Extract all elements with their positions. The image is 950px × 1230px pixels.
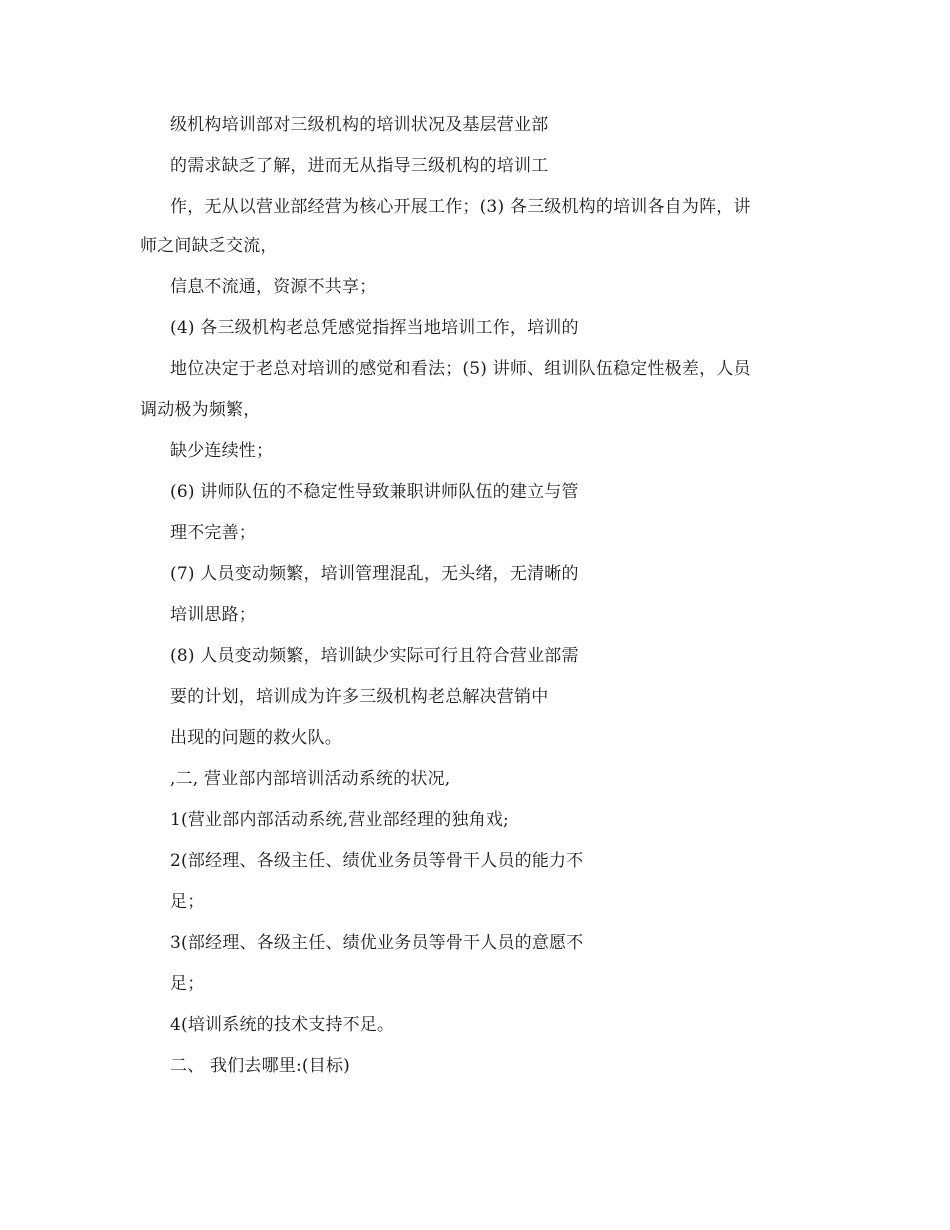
text-line: 3(部经理、各级主任、绩优业务员等骨干人员的意愿不 <box>170 933 584 953</box>
text-line: 培训思路； <box>170 605 256 625</box>
text-line: 作，无从以营业部经营为核心开展工作；(3) 各三级机构的培训各自为阵，讲 <box>170 197 751 217</box>
text-line: 1(营业部内部活动系统,营业部经理的独角戏; <box>170 810 509 830</box>
text-line: (7) 人员变动频繁，培训管理混乱，无头绪，无清晰的 <box>170 564 579 584</box>
text-line: 调动极为频繁， <box>140 400 261 420</box>
text-line: 地位决定于老总对培训的感觉和看法；(5) 讲师、组训队伍稳定性极差，人员 <box>170 359 751 379</box>
text-line: 足； <box>170 974 205 994</box>
text-line: 的需求缺乏了解，进而无从指导三级机构的培训工 <box>170 156 549 176</box>
text-line: 缺少连续性； <box>170 441 274 461</box>
text-line: 师之间缺乏交流， <box>140 236 278 256</box>
text-line: (8) 人员变动频繁，培训缺少实际可行且符合营业部需 <box>170 646 579 666</box>
text-line: 4(培训系统的技术支持不足。 <box>170 1015 395 1035</box>
text-line: 足； <box>170 892 205 912</box>
text-line: 理不完善； <box>170 523 256 543</box>
text-line: 级机构培训部对三级机构的培训状况及基层营业部 <box>170 115 549 135</box>
section-heading: ,二, 营业部内部培训活动系统的状况, <box>170 769 451 789</box>
text-line: 信息不流通，资源不共享； <box>170 277 377 297</box>
section-heading: 二、 我们去哪里:(目标) <box>170 1056 350 1076</box>
text-line: (4) 各三级机构老总凭感觉指挥当地培训工作，培训的 <box>170 318 579 338</box>
text-line: 出现的问题的救火队。 <box>170 728 342 748</box>
text-line: (6) 讲师队伍的不稳定性导致兼职讲师队伍的建立与管 <box>170 482 579 502</box>
text-line: 要的计划，培训成为许多三级机构老总解决营销中 <box>170 687 549 707</box>
text-line: 2(部经理、各级主任、绩优业务员等骨干人员的能力不 <box>170 851 584 871</box>
